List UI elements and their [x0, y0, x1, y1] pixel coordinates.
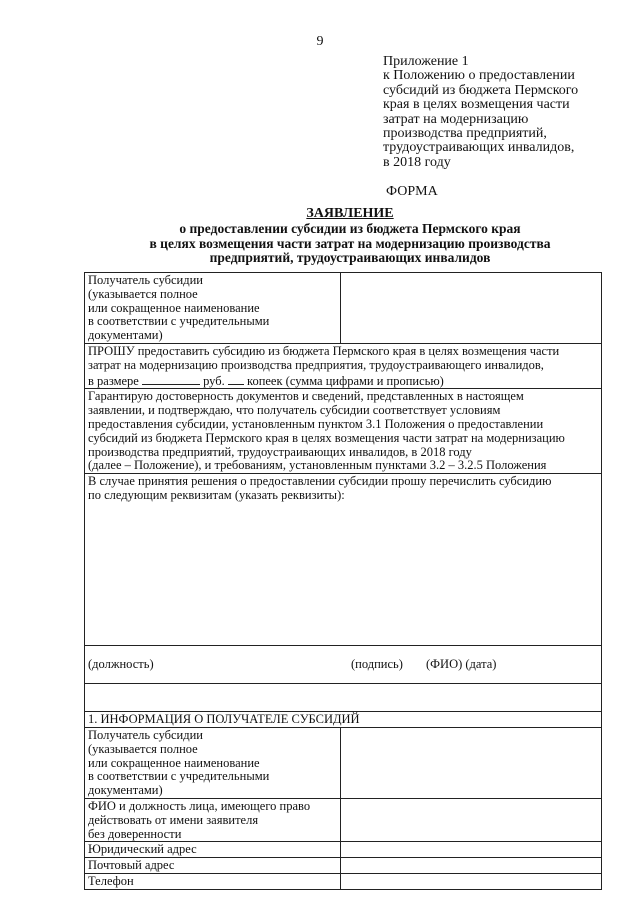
- s1-legal-address-field[interactable]: [341, 842, 602, 858]
- section1-title: 1. ИНФОРМАЦИЯ О ПОЛУЧАТЕЛЕ СУБСИДИЙ: [85, 712, 602, 728]
- amount-prefix: в размере: [88, 373, 139, 388]
- annex-line: Приложение 1: [383, 54, 469, 69]
- spacer-cell: [85, 684, 602, 712]
- s1-legal-address-label: Юридический адрес: [85, 842, 341, 858]
- requisites-cell[interactable]: [85, 474, 602, 646]
- kopecks-blank-field[interactable]: [228, 373, 244, 385]
- guarantee-text: Гарантирую достоверность документов и сведений, представленных в настоящем заявлении, и подтверждаю, что получатель субсидии соответствует условиям предоставления субсидии, установленным пунктом 3.1 Положения о предоставлении субсидий из бюджета Пермского края в целях возмещения части затрат на модернизацию производства предприятий, трудоустраивающих инвалидов, в 2018 году (далее – Положение), и требованиям, установленным пунктами 3.2 – 3.2.5 Положения: [85, 389, 602, 474]
- s1-recipient-label: Получатель субсидии (указывается полное или сокращенное наименование в соответствии с учредительными документами): [85, 727, 341, 798]
- request-text-line: затрат на модернизацию производства предприятия, трудоустраивающего инвалидов,: [88, 357, 544, 372]
- annex-line: края в целях возмещения части: [383, 97, 570, 113]
- signature-position-label: (должность): [88, 657, 154, 672]
- annex-line: производства предприятий,: [383, 126, 547, 142]
- recipient-row: [85, 273, 602, 344]
- request-text-line: ПРОШУ предоставить субсидию из бюджета Пермского края в целях возмещения части: [88, 343, 560, 358]
- signature-sign-label: (подпись): [351, 657, 403, 672]
- annex-line: затрат на модернизацию: [383, 111, 529, 127]
- request-row: [85, 343, 602, 388]
- request-cell: [85, 343, 602, 388]
- s1-recipient-row: [85, 727, 602, 798]
- s1-phone-row: [85, 873, 602, 889]
- s1-head-label: ФИО и должность лица, имеющего право действовать от имени заявителя без доверенности: [85, 798, 341, 841]
- title-main: ЗАЯВЛЕНИЕ: [306, 206, 394, 221]
- title-line: в целях возмещения части затрат на модернизацию производства: [149, 235, 551, 251]
- s1-recipient-value-field[interactable]: [341, 727, 602, 798]
- annex-line: трудоустраивающих инвалидов,: [383, 140, 575, 156]
- requisites-text: В случае принятия решения о предоставлении субсидии прошу перечислить субсидию по следующим реквизитам (указать реквизиты):: [88, 474, 552, 502]
- section1-header-row: [85, 712, 602, 728]
- s1-postal-address-label: Почтовый адрес: [85, 858, 341, 874]
- rubles-label: руб.: [203, 373, 225, 388]
- s1-phone-field[interactable]: [341, 873, 602, 889]
- guarantee-row: [85, 389, 602, 474]
- annex-header: [383, 55, 608, 170]
- form-label: ФОРМА: [386, 184, 438, 199]
- kopecks-label: копеек (сумма цифрами и прописью): [247, 373, 444, 388]
- signature-fio-date-label: (ФИО) (дата): [426, 657, 497, 672]
- application-form-table: [84, 272, 602, 890]
- s1-legal-address-row: [85, 842, 602, 858]
- annex-line: субсидий из бюджета Пермского: [383, 82, 579, 98]
- recipient-value-field[interactable]: [341, 273, 602, 344]
- requisites-row: [85, 474, 602, 646]
- s1-postal-address-row: [85, 858, 602, 874]
- signature-row: [85, 646, 602, 684]
- rubles-blank-field[interactable]: [142, 373, 200, 385]
- signature-cell: [85, 646, 602, 684]
- request-amount-line: [88, 373, 598, 389]
- document-title: [60, 206, 640, 266]
- s1-postal-address-field[interactable]: [341, 858, 602, 874]
- title-line: о предоставлении субсидии из бюджета Пермского края: [179, 221, 521, 236]
- recipient-label: Получатель субсидии (указывается полное или сокращенное наименование в соответствии с учредительными документами): [85, 273, 341, 344]
- annex-line: в 2018 году: [383, 154, 451, 170]
- s1-phone-label: Телефон: [85, 873, 341, 889]
- spacer-row: [85, 684, 602, 712]
- title-line: предприятий, трудоустраивающих инвалидов: [209, 250, 491, 265]
- annex-line: к Положению о предоставлении: [383, 68, 575, 84]
- s1-head-value-field[interactable]: [341, 798, 602, 841]
- s1-head-row: [85, 798, 602, 841]
- page-number: 9: [316, 34, 324, 49]
